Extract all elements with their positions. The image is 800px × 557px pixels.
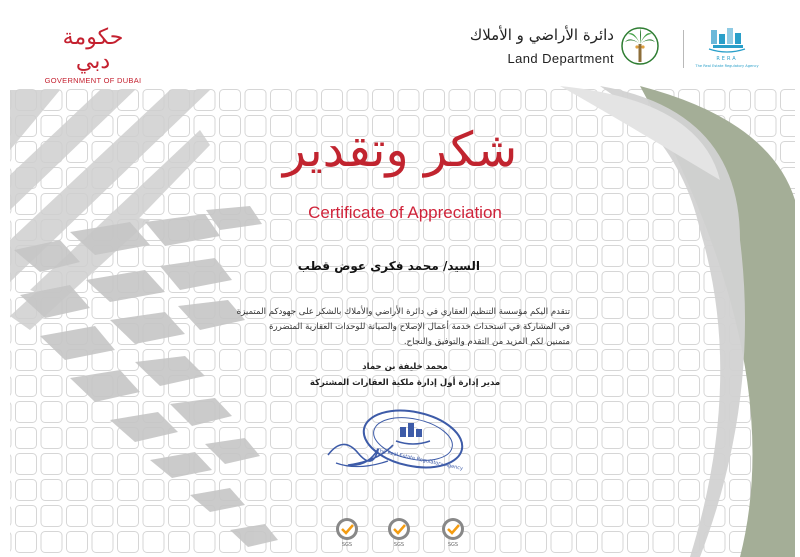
land-department-logo: [469, 24, 660, 74]
sgs-badge-icon: [440, 516, 466, 542]
sgs-badge-icon: [386, 516, 412, 542]
title-english: Certificate of Appreciation: [308, 203, 502, 222]
rera-label: RERA: [716, 56, 738, 62]
sgs-badge-label: SGS: [341, 542, 353, 548]
palm-tree-icon: [620, 24, 660, 70]
rera-building-icon: [693, 24, 761, 56]
gov-logo-english: GOVERNMENT OF DUBAI: [44, 76, 142, 85]
signer-title: مدير إدارة أول إدارة ملكية العقارات المشتركة: [309, 378, 501, 388]
body-line: متمنين لكم المزيد من التقدم والتوفيق والنجاح.: [403, 337, 570, 347]
sgs-badge: [440, 516, 466, 550]
certificate-body: [236, 305, 570, 350]
sgs-badge: [334, 516, 360, 550]
body-line: في المشاركة في استحداث خدمة أعمال الإصلاح والصيانة للوحدات العقارية المتضررة: [268, 322, 570, 332]
land-logo-arabic: دائرة الأراضي و الأملاك: [469, 26, 614, 44]
header: [0, 0, 800, 86]
sgs-badge-label: SGS: [447, 542, 459, 548]
signer-name: محمد خليفة بن حماد: [362, 362, 448, 372]
sgs-badge-icon: [334, 516, 360, 542]
title-arabic: شكر وتقدير: [282, 122, 518, 178]
rera-logo: [693, 24, 761, 74]
stamp-text: The Real Estate Regulatory Agency: [376, 447, 464, 472]
gov-logo-arabic: حكومة دبي: [62, 25, 124, 74]
land-logo-english: Land Department: [507, 51, 614, 66]
body-line: تتقدم اليكم مؤسسة التنظيم العقاري في دائرة الأراضي والأملاك بالشكر على جهودكم المتميزة: [236, 307, 570, 317]
sgs-badge: [386, 516, 412, 550]
logo-divider: [683, 30, 684, 68]
recipient-name: السيد/ محمد فكرى عوض قطب: [297, 259, 480, 273]
official-stamp: [318, 405, 468, 480]
government-of-dubai-logo: [44, 26, 142, 85]
rera-sub-label: The Real Estate Regulatory Agency: [695, 64, 759, 68]
sgs-badge-label: SGS: [393, 542, 405, 548]
